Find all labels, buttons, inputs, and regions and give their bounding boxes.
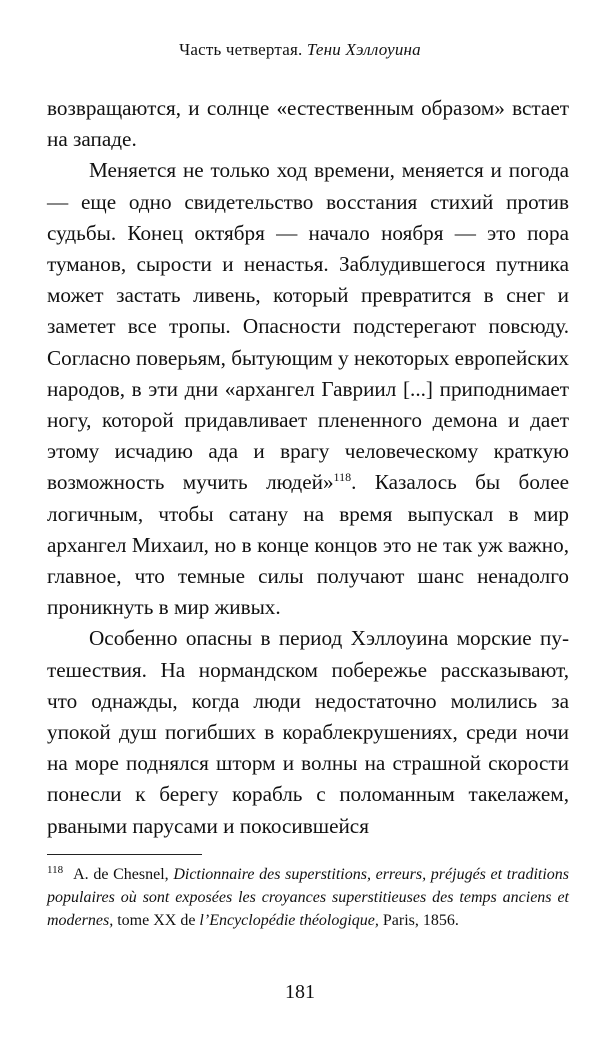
paragraph-continuation: возвращаются, и солнце «естественным образом» встает на западе. [47, 96, 569, 152]
paragraph-weather [47, 155, 569, 623]
footnote-volume: tome XX de [117, 912, 196, 929]
page-number: 181 [285, 981, 315, 1003]
footnote-number: 118 [47, 863, 64, 876]
footnote-divider [47, 854, 202, 855]
running-head [0, 40, 600, 60]
body-text [47, 93, 569, 842]
paragraph-weather-text: Меняется не только ход времени, меняется и погода — еще одно свидетельство восстания стихий против судьбы. Конец октября — начало ноября — это пора туманов, сырости и ненастья. Заблудившегося путника может застать ливень, который превратится в снег и заметет все тропы. Опасности подстерегают повсюду. Согласно поверьям, бытующим у некоторых европейских народов, в эти дни «архангел Гавриил [...] приподнимает ногу, которой придавливает плененного демона и дает этому исчадию ада и врагу человеческому краткую возможность мучить людей» [47, 158, 569, 495]
footnote-title: Dictionnaire des superstitions, erreurs, préjugés et traditions populaires où sont exposées les croyances superstitieuses des temps anciens et modernes, [47, 866, 570, 929]
footnote-author: A. de Chesnel, [73, 866, 169, 883]
footnote-series: l’Encyclopédie théologique, [199, 912, 379, 929]
paragraph-sea-voyages: Особенно опасны в период Хэллоуина морские путешествия. На нормандском побережье рассказывают, что однажды, когда люди недостаточно молились за упокой душ погибших в кораблекрушениях, среди ночи на море поднялся шторм и волны на страшной скорости понесли к берегу корабль с поломанным такелажем, рваными парусами и покосившейся [47, 626, 569, 838]
running-head-part: Часть четвертая. [179, 40, 303, 59]
footnote-place-year: Paris, 1856. [382, 912, 459, 929]
paragraph-weather-tail: . Казалось бы более логичным, чтобы сатану на время выпускал в мир архангел Михаил, но в конце концов это не так уж важно, главное, что темные силы получают шанс ненадолго проникнуть в мир живых. [47, 470, 570, 620]
footnote-reference: 118 [333, 470, 352, 485]
footnote [47, 863, 569, 932]
running-head-section: Тени Хэллоуина [306, 40, 421, 59]
